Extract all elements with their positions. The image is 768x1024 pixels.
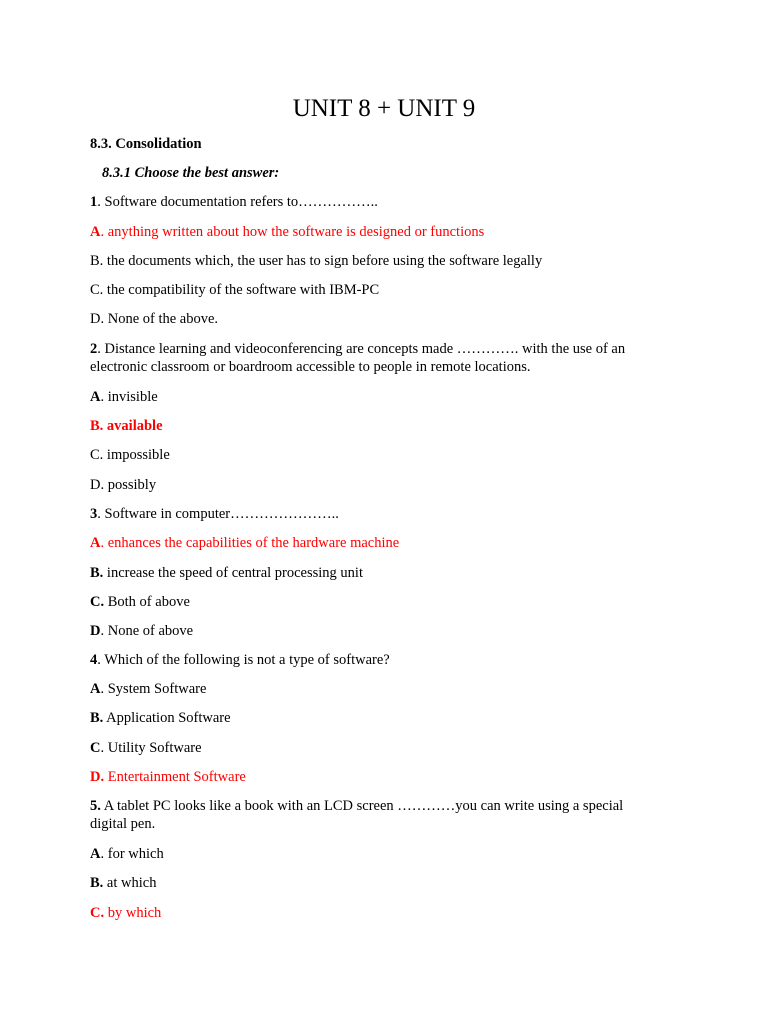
option-4b — [90, 709, 660, 727]
question-number: 4 — [90, 652, 98, 668]
question-number: 2 — [90, 341, 98, 357]
option-text: available — [103, 418, 163, 434]
option-text: . None of above — [100, 623, 194, 639]
subsection-heading: 8.3.1 Choose the best answer: — [102, 165, 280, 181]
option-5b — [90, 874, 660, 892]
option-letter: B. — [90, 418, 104, 434]
option-text: . for which — [100, 846, 164, 862]
option-letter: C. — [90, 594, 105, 610]
option-text: increase the speed of central processing unit — [103, 565, 363, 581]
question-text: A tablet PC looks like a book with an LCD screen …………you can write using a special digital pen. — [90, 798, 624, 832]
option-letter: D. — [90, 769, 105, 785]
option-2a — [90, 388, 660, 406]
option-text: . Utility Software — [100, 740, 202, 756]
option-letter: A — [90, 846, 101, 862]
option-text: the documents which, the user has to sign before using the software legally — [103, 253, 543, 269]
option-2b — [90, 417, 660, 435]
option-3d — [90, 622, 660, 640]
question-number: 3 — [90, 506, 98, 522]
option-letter: B. — [90, 565, 104, 581]
option-letter: C. — [90, 447, 104, 463]
option-3a — [90, 534, 660, 552]
option-1b — [90, 252, 660, 270]
option-text: None of the above. — [104, 311, 219, 327]
option-4a — [90, 680, 660, 698]
option-text: . anything written about how the software is designed or functions — [100, 224, 485, 240]
question-5 — [90, 797, 660, 833]
section-heading: 8.3. Consolidation — [90, 136, 202, 152]
option-letter: C — [90, 740, 101, 756]
question-text: . Which of the following is not a type of software? — [97, 652, 390, 668]
option-1c — [90, 281, 660, 299]
option-4c — [90, 739, 660, 757]
question-4 — [90, 651, 660, 669]
option-text: Application Software — [103, 710, 231, 726]
option-3c — [90, 593, 660, 611]
option-letter: A — [90, 224, 101, 240]
option-2c — [90, 446, 660, 464]
option-letter: B. — [90, 710, 104, 726]
option-letter: A — [90, 681, 101, 697]
option-letter: C. — [90, 282, 104, 298]
option-text: possibly — [104, 477, 157, 493]
option-text: the compatibility of the software with IBM-PC — [103, 282, 380, 298]
option-text: by which — [104, 905, 162, 921]
option-5a — [90, 845, 660, 863]
option-text: . enhances the capabilities of the hardware machine — [100, 535, 400, 551]
option-1a — [90, 223, 660, 241]
question-text: . Software in computer………………….. — [97, 506, 339, 522]
page-title: UNIT 8 + UNIT 9 — [292, 95, 476, 122]
option-letter: B. — [90, 875, 104, 891]
option-letter: A — [90, 389, 101, 405]
option-letter: A — [90, 535, 101, 551]
option-3b — [90, 564, 660, 582]
option-letter: C. — [90, 905, 105, 921]
option-5c — [90, 904, 660, 922]
option-letter: D — [90, 623, 101, 639]
option-text: impossible — [103, 447, 170, 463]
option-2d — [90, 476, 660, 494]
option-letter: D. — [90, 477, 105, 493]
question-text: . Distance learning and videoconferencing are concepts made …………. with the use of an electronic classroom or boardroom accessible to people in remote locations. — [90, 341, 626, 375]
option-text: . invisible — [100, 389, 158, 405]
question-text: . Software documentation refers to…………….. — [97, 194, 378, 210]
option-letter: B. — [90, 253, 104, 269]
option-text: . System Software — [100, 681, 207, 697]
option-letter: D. — [90, 311, 105, 327]
option-1d — [90, 310, 660, 328]
question-2 — [90, 340, 660, 376]
question-1 — [90, 193, 660, 211]
question-number: 5. — [90, 798, 101, 814]
question-3 — [90, 505, 660, 523]
question-number: 1 — [90, 194, 98, 210]
option-text: Both of above — [104, 594, 190, 610]
option-4d — [90, 768, 660, 786]
option-text: Entertainment Software — [104, 769, 246, 785]
option-text: at which — [103, 875, 157, 891]
